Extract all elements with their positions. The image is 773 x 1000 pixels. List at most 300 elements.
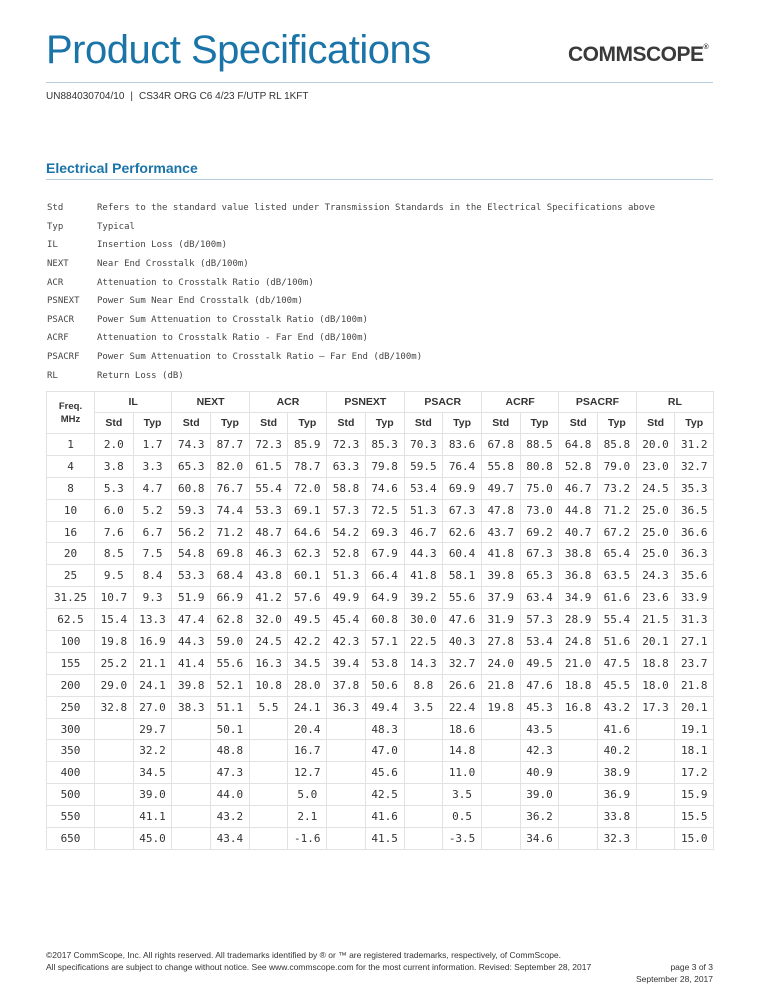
value-cell: 76.7 — [211, 477, 250, 499]
value-cell: 71.2 — [211, 521, 250, 543]
value-cell: 61.6 — [598, 587, 637, 609]
value-cell: 50.6 — [365, 674, 404, 696]
legend-desc: Attenuation to Crosstalk Ratio - Far End (dB/100m) — [97, 333, 368, 344]
table-row — [47, 828, 714, 850]
value-cell: 62.8 — [211, 609, 250, 631]
subheader-cell: Std — [249, 413, 288, 434]
footer-legal — [46, 950, 606, 973]
value-cell: 16.9 — [133, 631, 172, 653]
value-cell: 41.2 — [249, 587, 288, 609]
section-divider — [46, 179, 713, 180]
value-cell: 55.6 — [443, 587, 482, 609]
value-cell — [172, 828, 211, 850]
value-cell: 17.2 — [675, 762, 714, 784]
value-cell: 72.0 — [288, 477, 327, 499]
group-header: ACRF — [481, 392, 558, 413]
subheader-cell: Std — [327, 413, 366, 434]
freq-cell: 25 — [47, 565, 95, 587]
value-cell: 27.0 — [133, 696, 172, 718]
value-cell — [249, 740, 288, 762]
value-cell: 65.4 — [598, 543, 637, 565]
subheader-cell: Typ — [598, 413, 637, 434]
value-cell: 19.1 — [675, 718, 714, 740]
value-cell — [404, 718, 443, 740]
value-cell: 8.8 — [404, 674, 443, 696]
group-header: IL — [95, 392, 172, 413]
value-cell: 74.6 — [365, 477, 404, 499]
value-cell: 79.8 — [365, 455, 404, 477]
value-cell: 18.8 — [636, 652, 675, 674]
value-cell — [636, 740, 675, 762]
value-cell — [481, 784, 520, 806]
value-cell: 67.8 — [481, 434, 520, 456]
footer-page-info — [636, 962, 713, 985]
value-cell — [95, 718, 134, 740]
value-cell: 44.0 — [211, 784, 250, 806]
electrical-performance-table — [46, 391, 714, 850]
value-cell: 46.3 — [249, 543, 288, 565]
value-cell: 40.2 — [598, 740, 637, 762]
value-cell — [172, 806, 211, 828]
value-cell: 83.6 — [443, 434, 482, 456]
legend-abbr: NEXT — [47, 259, 69, 270]
table-group-header-row — [47, 392, 714, 413]
legend-row — [47, 366, 655, 385]
value-cell: 57.1 — [365, 631, 404, 653]
legend-desc: Power Sum Attenuation to Crosstalk Ratio (dB/100m) — [97, 314, 368, 325]
value-cell: 38.8 — [559, 543, 598, 565]
value-cell: 58.8 — [327, 477, 366, 499]
value-cell: 41.4 — [172, 652, 211, 674]
value-cell: 29.0 — [95, 674, 134, 696]
value-cell: 47.8 — [481, 499, 520, 521]
value-cell: 34.6 — [520, 828, 559, 850]
value-cell: 14.3 — [404, 652, 443, 674]
value-cell — [327, 784, 366, 806]
legend-row — [47, 348, 655, 367]
value-cell: 5.5 — [249, 696, 288, 718]
value-cell: 39.8 — [481, 565, 520, 587]
value-cell: 14.8 — [443, 740, 482, 762]
value-cell: 18.8 — [559, 674, 598, 696]
value-cell: 55.6 — [211, 652, 250, 674]
value-cell: 72.3 — [327, 434, 366, 456]
value-cell — [481, 828, 520, 850]
value-cell: 69.8 — [211, 543, 250, 565]
value-cell: 61.5 — [249, 455, 288, 477]
value-cell: 67.3 — [520, 543, 559, 565]
value-cell: 44.3 — [172, 631, 211, 653]
value-cell: 36.3 — [675, 543, 714, 565]
freq-cell: 155 — [47, 652, 95, 674]
product-id-line — [46, 91, 309, 102]
value-cell: 39.4 — [327, 652, 366, 674]
subheader-cell: Std — [559, 413, 598, 434]
value-cell: 60.4 — [443, 543, 482, 565]
value-cell: 3.5 — [443, 784, 482, 806]
subheader-cell: Typ — [520, 413, 559, 434]
legend-abbr: ACRF — [47, 333, 69, 344]
value-cell — [481, 762, 520, 784]
value-cell: 49.4 — [365, 696, 404, 718]
table-row — [47, 587, 714, 609]
value-cell: 70.3 — [404, 434, 443, 456]
legend-row — [47, 218, 655, 237]
value-cell — [172, 718, 211, 740]
value-cell — [636, 828, 675, 850]
value-cell: 36.5 — [675, 499, 714, 521]
value-cell: 20.1 — [636, 631, 675, 653]
value-cell: 68.4 — [211, 565, 250, 587]
value-cell: 85.8 — [598, 434, 637, 456]
value-cell: 15.5 — [675, 806, 714, 828]
value-cell: 56.2 — [172, 521, 211, 543]
value-cell: 24.5 — [636, 477, 675, 499]
value-cell: 10.7 — [95, 587, 134, 609]
legend-row — [47, 311, 655, 330]
value-cell — [249, 784, 288, 806]
subheader-cell: Std — [172, 413, 211, 434]
value-cell: 45.3 — [520, 696, 559, 718]
subheader-cell: Std — [95, 413, 134, 434]
value-cell: 6.0 — [95, 499, 134, 521]
value-cell: 88.5 — [520, 434, 559, 456]
table-row — [47, 477, 714, 499]
value-cell: 7.5 — [133, 543, 172, 565]
value-cell — [327, 828, 366, 850]
value-cell: 57.3 — [520, 609, 559, 631]
footer-date: September 28, 2017 — [635, 973, 713, 984]
table-row — [47, 652, 714, 674]
value-cell: 48.3 — [365, 718, 404, 740]
value-cell: 82.0 — [211, 455, 250, 477]
value-cell: 19.8 — [481, 696, 520, 718]
value-cell — [249, 806, 288, 828]
value-cell: 0.5 — [443, 806, 482, 828]
value-cell — [95, 762, 134, 784]
value-cell: 4.7 — [133, 477, 172, 499]
value-cell: 52.8 — [559, 455, 598, 477]
value-cell — [559, 718, 598, 740]
product-code: UN884030704/10 — [46, 91, 125, 102]
value-cell — [636, 762, 675, 784]
value-cell: 39.0 — [133, 784, 172, 806]
value-cell: 33.8 — [598, 806, 637, 828]
value-cell: 85.3 — [365, 434, 404, 456]
value-cell: 75.0 — [520, 477, 559, 499]
value-cell: 41.6 — [598, 718, 637, 740]
table-row — [47, 543, 714, 565]
value-cell — [404, 762, 443, 784]
value-cell: 85.9 — [288, 434, 327, 456]
value-cell: 37.9 — [481, 587, 520, 609]
freq-cell: 200 — [47, 674, 95, 696]
value-cell: 44.8 — [559, 499, 598, 521]
value-cell: 16.3 — [249, 652, 288, 674]
value-cell: 59.3 — [172, 499, 211, 521]
value-cell: 51.3 — [327, 565, 366, 587]
subheader-cell: Typ — [211, 413, 250, 434]
value-cell: 35.6 — [675, 565, 714, 587]
group-header: PSACR — [404, 392, 481, 413]
legend-row — [47, 199, 655, 218]
value-cell: 31.2 — [675, 434, 714, 456]
value-cell: 51.3 — [404, 499, 443, 521]
value-cell: 36.3 — [327, 696, 366, 718]
footer-copyright: ©2017 CommScope, Inc. All rights reserved. All trademarks identified by ® or ™ are registered trademarks, respectively, of CommScope. — [46, 950, 562, 960]
value-cell — [327, 740, 366, 762]
value-cell: 52.1 — [211, 674, 250, 696]
value-cell: 51.1 — [211, 696, 250, 718]
value-cell: 28.9 — [559, 609, 598, 631]
value-cell: 25.2 — [95, 652, 134, 674]
value-cell: 47.6 — [443, 609, 482, 631]
legend-row — [47, 329, 655, 348]
value-cell: 53.4 — [404, 477, 443, 499]
value-cell: 54.8 — [172, 543, 211, 565]
value-cell: 43.5 — [520, 718, 559, 740]
legend-desc: Power Sum Attenuation to Crosstalk Ratio – Far End (dB/100m) — [97, 352, 423, 363]
value-cell: 3.5 — [404, 696, 443, 718]
value-cell: 17.3 — [636, 696, 675, 718]
value-cell: 41.8 — [404, 565, 443, 587]
value-cell: 55.8 — [481, 455, 520, 477]
value-cell: 47.5 — [598, 652, 637, 674]
value-cell: 44.3 — [404, 543, 443, 565]
legend-desc: Typical — [97, 221, 135, 232]
value-cell: 47.3 — [211, 762, 250, 784]
value-cell: 48.7 — [249, 521, 288, 543]
group-header: NEXT — [172, 392, 249, 413]
value-cell: 45.0 — [133, 828, 172, 850]
freq-cell: 100 — [47, 631, 95, 653]
value-cell: 63.5 — [598, 565, 637, 587]
table-row — [47, 521, 714, 543]
value-cell: 18.0 — [636, 674, 675, 696]
value-cell: 24.5 — [249, 631, 288, 653]
value-cell: 5.2 — [133, 499, 172, 521]
value-cell: 41.8 — [481, 543, 520, 565]
value-cell: 64.9 — [365, 587, 404, 609]
value-cell: 69.1 — [288, 499, 327, 521]
freq-cell: 8 — [47, 477, 95, 499]
value-cell: 40.9 — [520, 762, 559, 784]
value-cell: 45.6 — [365, 762, 404, 784]
value-cell: 67.2 — [598, 521, 637, 543]
value-cell: 20.4 — [288, 718, 327, 740]
value-cell — [327, 762, 366, 784]
value-cell: 21.1 — [133, 652, 172, 674]
value-cell: 64.8 — [559, 434, 598, 456]
value-cell — [559, 762, 598, 784]
value-cell: 35.3 — [675, 477, 714, 499]
value-cell: 72.5 — [365, 499, 404, 521]
value-cell: 51.6 — [598, 631, 637, 653]
value-cell: 40.7 — [559, 521, 598, 543]
freq-cell: 16 — [47, 521, 95, 543]
value-cell: 55.4 — [598, 609, 637, 631]
value-cell: 43.8 — [249, 565, 288, 587]
value-cell: 71.2 — [598, 499, 637, 521]
value-cell: 20.1 — [675, 696, 714, 718]
table-row — [47, 718, 714, 740]
freq-cell: 4 — [47, 455, 95, 477]
value-cell — [172, 762, 211, 784]
freq-cell: 10 — [47, 499, 95, 521]
value-cell: 69.9 — [443, 477, 482, 499]
value-cell: 74.4 — [211, 499, 250, 521]
header-divider — [46, 82, 713, 83]
product-separator: | — [130, 91, 134, 102]
value-cell: 60.1 — [288, 565, 327, 587]
value-cell: 54.2 — [327, 521, 366, 543]
group-header: PSACRF — [559, 392, 636, 413]
freq-cell: 1 — [47, 434, 95, 456]
value-cell — [95, 806, 134, 828]
value-cell — [249, 828, 288, 850]
value-cell — [327, 806, 366, 828]
value-cell: 28.0 — [288, 674, 327, 696]
product-description: CS34R ORG C6 4/23 F/UTP RL 1KFT — [139, 91, 309, 102]
value-cell: 20.0 — [636, 434, 675, 456]
value-cell: 43.7 — [481, 521, 520, 543]
subheader-cell: Typ — [288, 413, 327, 434]
legend-desc: Insertion Loss (dB/100m) — [97, 240, 228, 251]
value-cell: 58.1 — [443, 565, 482, 587]
value-cell: 3.8 — [95, 455, 134, 477]
value-cell: 63.3 — [327, 455, 366, 477]
value-cell: 24.1 — [288, 696, 327, 718]
value-cell: 59.0 — [211, 631, 250, 653]
value-cell: 79.0 — [598, 455, 637, 477]
subheader-cell: Typ — [133, 413, 172, 434]
table-subheader-row — [47, 413, 714, 434]
value-cell: 36.2 — [520, 806, 559, 828]
table-row — [47, 434, 714, 456]
value-cell: 31.9 — [481, 609, 520, 631]
table-row — [47, 740, 714, 762]
legend-row — [47, 273, 655, 292]
value-cell — [95, 740, 134, 762]
logo-registered-mark: ® — [703, 44, 709, 51]
value-cell: 43.4 — [211, 828, 250, 850]
value-cell: 53.3 — [249, 499, 288, 521]
value-cell: 52.8 — [327, 543, 366, 565]
value-cell: 38.9 — [598, 762, 637, 784]
value-cell: 45.5 — [598, 674, 637, 696]
subheader-cell: Std — [636, 413, 675, 434]
value-cell: 32.2 — [133, 740, 172, 762]
value-cell: 49.7 — [481, 477, 520, 499]
legend-row — [47, 255, 655, 274]
legend-desc: Power Sum Near End Crosstalk (db/100m) — [97, 296, 303, 307]
table-row — [47, 696, 714, 718]
value-cell: 32.7 — [443, 652, 482, 674]
value-cell: 38.3 — [172, 696, 211, 718]
value-cell — [249, 762, 288, 784]
commscope-logo — [568, 43, 708, 67]
value-cell: 30.0 — [404, 609, 443, 631]
legend-abbr: IL — [47, 240, 58, 251]
value-cell: 5.3 — [95, 477, 134, 499]
value-cell: 66.4 — [365, 565, 404, 587]
value-cell: 21.8 — [675, 674, 714, 696]
page-title: Product Specifications — [46, 28, 431, 72]
value-cell — [481, 806, 520, 828]
value-cell: 24.0 — [481, 652, 520, 674]
group-header: RL — [636, 392, 713, 413]
value-cell: 27.1 — [675, 631, 714, 653]
legend-abbr: Std — [47, 203, 64, 214]
value-cell — [404, 828, 443, 850]
legend-desc: Attenuation to Crosstalk Ratio (dB/100m) — [97, 277, 314, 288]
value-cell: 42.5 — [365, 784, 404, 806]
value-cell: 26.6 — [443, 674, 482, 696]
value-cell: 48.8 — [211, 740, 250, 762]
value-cell: 8.5 — [95, 543, 134, 565]
value-cell: 10.8 — [249, 674, 288, 696]
legend-abbr: RL — [47, 370, 58, 381]
value-cell: 65.3 — [520, 565, 559, 587]
value-cell: 47.0 — [365, 740, 404, 762]
freq-header — [47, 392, 95, 434]
value-cell: 23.0 — [636, 455, 675, 477]
value-cell: 57.6 — [288, 587, 327, 609]
value-cell: 42.3 — [327, 631, 366, 653]
freq-cell: 550 — [47, 806, 95, 828]
value-cell: 49.5 — [520, 652, 559, 674]
value-cell: 46.7 — [559, 477, 598, 499]
value-cell — [95, 828, 134, 850]
value-cell: 46.7 — [404, 521, 443, 543]
value-cell: 41.6 — [365, 806, 404, 828]
value-cell: 2.1 — [288, 806, 327, 828]
value-cell: 47.6 — [520, 674, 559, 696]
subheader-cell: Typ — [675, 413, 714, 434]
value-cell — [636, 784, 675, 806]
value-cell: 22.5 — [404, 631, 443, 653]
value-cell: 16.7 — [288, 740, 327, 762]
value-cell: 18.6 — [443, 718, 482, 740]
value-cell: 3.3 — [133, 455, 172, 477]
value-cell: 15.4 — [95, 609, 134, 631]
value-cell: 15.0 — [675, 828, 714, 850]
value-cell: 63.4 — [520, 587, 559, 609]
abbreviation-legend — [47, 199, 655, 385]
value-cell: 1.7 — [133, 434, 172, 456]
value-cell: 73.0 — [520, 499, 559, 521]
value-cell — [404, 784, 443, 806]
freq-cell: 250 — [47, 696, 95, 718]
value-cell: 34.5 — [133, 762, 172, 784]
value-cell: 12.7 — [288, 762, 327, 784]
value-cell: 49.9 — [327, 587, 366, 609]
value-cell: 40.3 — [443, 631, 482, 653]
value-cell: 67.9 — [365, 543, 404, 565]
freq-header-line2: MHz — [60, 413, 81, 425]
value-cell: 21.8 — [481, 674, 520, 696]
legend-abbr: ACR — [47, 277, 64, 288]
value-cell: 76.4 — [443, 455, 482, 477]
value-cell: 9.5 — [95, 565, 134, 587]
value-cell: 32.7 — [675, 455, 714, 477]
value-cell: 65.3 — [172, 455, 211, 477]
logo-text: COMMSCOPE — [568, 43, 704, 66]
value-cell: 72.3 — [249, 434, 288, 456]
value-cell: 50.1 — [211, 718, 250, 740]
value-cell: 45.4 — [327, 609, 366, 631]
legend-abbr: PSACR — [47, 314, 75, 325]
